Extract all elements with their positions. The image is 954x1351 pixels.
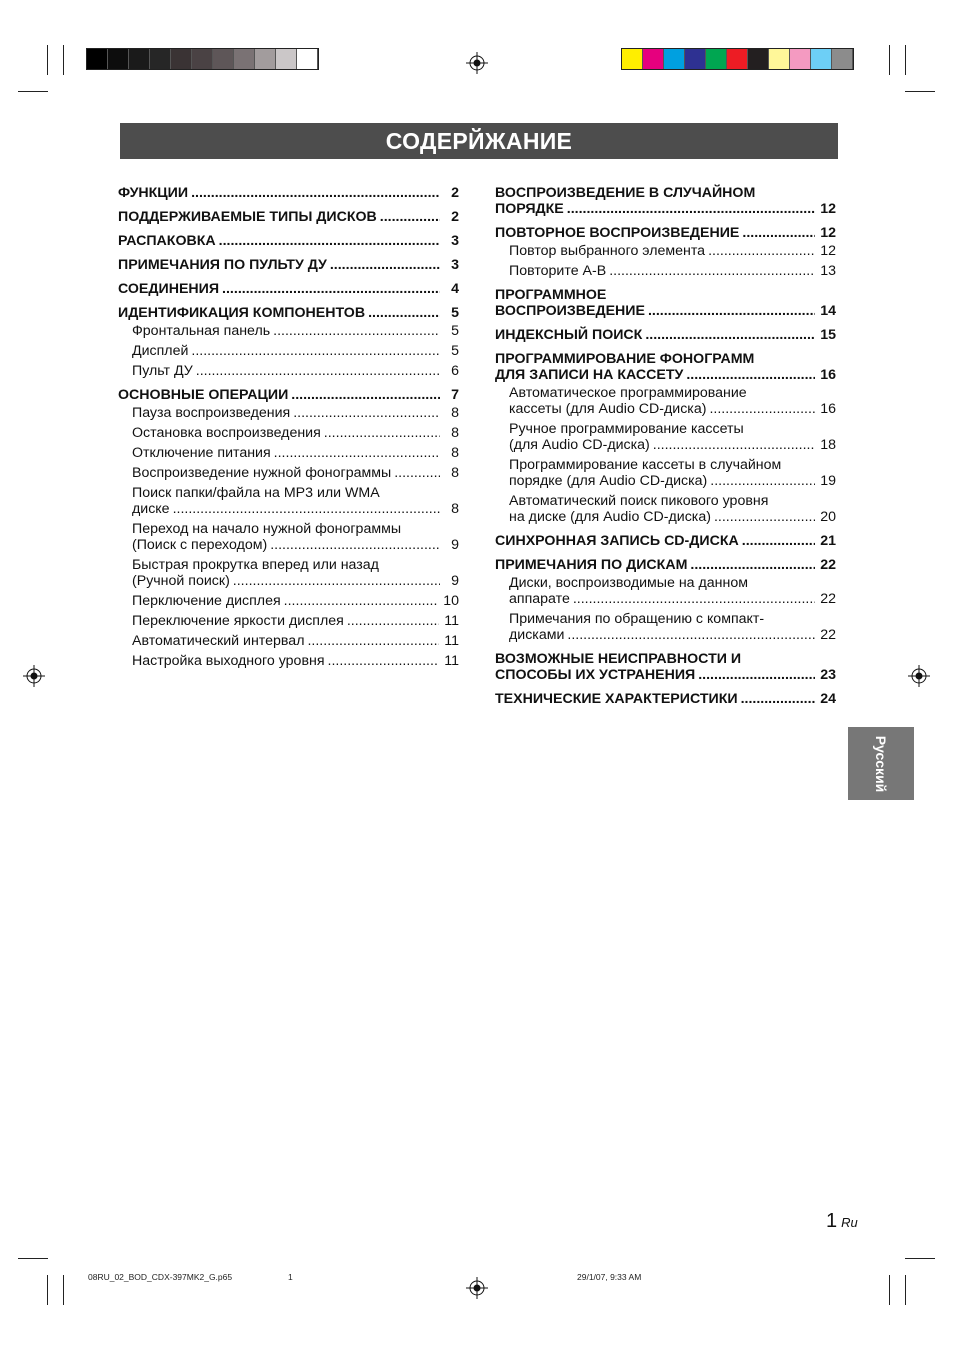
- toc-entry: [495, 287, 836, 319]
- footer-datetime: 29/1/07, 9:33 AM: [577, 1272, 642, 1282]
- toc-subentry: [118, 653, 459, 669]
- toc-page-number: 7: [451, 387, 459, 403]
- toc-entry-title: (Поиск с переходом): [132, 537, 268, 553]
- dot-leader: [573, 591, 815, 607]
- dot-leader: [347, 613, 439, 629]
- toc-entry-title: ПРИМЕЧАНИЯ ПО ДИСКАМ: [495, 557, 688, 573]
- toc-page-number: 13: [820, 263, 836, 279]
- dot-leader: [270, 537, 440, 553]
- toc-page-number: 4: [451, 281, 459, 297]
- toc-entry: [118, 185, 459, 201]
- toc-entry-title: ВОСПРОИЗВЕДЕНИЕ: [495, 303, 645, 319]
- toc-page-number: 22: [820, 627, 836, 643]
- color-swatch: [811, 49, 832, 69]
- page-language-code: Ru: [841, 1215, 858, 1230]
- toc-entry-title: Пульт ДУ: [132, 363, 193, 379]
- toc-section: [495, 557, 836, 643]
- toc-page-number: 8: [451, 425, 459, 441]
- toc-page-number: 14: [820, 303, 836, 319]
- toc-section: [118, 387, 459, 669]
- toc-page-number: 16: [820, 367, 836, 383]
- color-swatch: [706, 49, 727, 69]
- toc-entry: [118, 233, 459, 249]
- toc-page-number: 11: [444, 653, 459, 669]
- dot-leader: [567, 627, 815, 643]
- dot-leader: [324, 425, 440, 441]
- toc-subentry: [495, 263, 836, 279]
- color-swatch: [769, 49, 790, 69]
- toc-entry-title-line: Ручное программирование кассеты: [509, 421, 744, 437]
- toc-right-column: [495, 185, 836, 715]
- toc-entry-title-line: ВОСПРОИЗВЕДЕНИЕ В СЛУЧАЙНОМ: [495, 185, 756, 201]
- toc-entry: [495, 651, 836, 683]
- dot-leader: [233, 573, 440, 589]
- toc-entry-title: ПОДДЕРЖИВАЕМЫЕ ТИПЫ ДИСКОВ: [118, 209, 377, 225]
- toc-entry-title-line: ПРОГРАММИРОВАНИЕ ФОНОГРАММ: [495, 351, 755, 367]
- toc-left-column: [118, 185, 459, 677]
- toc-page-number: 21: [820, 533, 836, 549]
- dot-leader: [291, 387, 440, 403]
- toc-page-number: 20: [820, 509, 836, 525]
- toc-entry: [118, 387, 459, 403]
- color-swatch: [171, 49, 192, 69]
- dot-leader: [191, 185, 440, 201]
- process-color-bar: [621, 48, 854, 70]
- toc-entry: [495, 225, 836, 241]
- toc-page-number: 22: [820, 557, 836, 573]
- color-swatch: [276, 49, 297, 69]
- toc-entry-title: дисками: [509, 627, 565, 643]
- toc-entry: [495, 327, 836, 343]
- toc-entry-title-line: Программирование кассеты в случайном: [509, 457, 782, 473]
- toc-page-number: 8: [451, 445, 459, 461]
- toc-page-number: 23: [820, 667, 836, 683]
- toc-page-number: 8: [451, 501, 459, 517]
- toc-entry-title: Перключение дисплея: [132, 593, 281, 609]
- toc-subentry: [118, 425, 459, 441]
- dot-leader: [742, 533, 815, 549]
- toc-page-number: 5: [451, 323, 459, 339]
- dot-leader: [191, 343, 440, 359]
- grayscale-color-bar: [86, 48, 319, 70]
- toc-page-number: 3: [451, 233, 459, 249]
- toc-page-number: 19: [820, 473, 836, 489]
- toc-page-number: 2: [451, 185, 459, 201]
- page-number-value: 1: [826, 1210, 838, 1232]
- toc-entry-title: ПРИМЕЧАНИЯ ПО ПУЛЬТУ ДУ: [118, 257, 327, 273]
- toc-page-number: 10: [443, 593, 459, 609]
- dot-leader: [567, 201, 815, 217]
- color-swatch: [255, 49, 276, 69]
- dot-leader: [173, 501, 440, 517]
- page-title: СОДЕРЙЖАНИЕ: [120, 123, 838, 159]
- toc-entry-title: кассеты (для Audio CD-диска): [509, 401, 707, 417]
- toc-entry-title: Настройка выходного уровня: [132, 653, 325, 669]
- toc-entry-title: ПОВТОРНОЕ ВОСПРОИЗВЕДЕНИЕ: [495, 225, 740, 241]
- color-swatch: [213, 49, 234, 69]
- toc-entry-title: Автоматический интервал: [132, 633, 305, 649]
- dot-leader: [609, 263, 815, 279]
- color-swatch: [748, 49, 769, 69]
- toc-entry-title: Повтор выбранного элемента: [509, 243, 706, 259]
- toc-entry-title: ОСНОВНЫЕ ОПЕРАЦИИ: [118, 387, 289, 403]
- toc-page-number: 3: [451, 257, 459, 273]
- toc-entry: [495, 557, 836, 573]
- dot-leader: [328, 653, 440, 669]
- toc-entry-title-line: Автоматический поиск пикового уровня: [509, 493, 769, 509]
- toc-subentry: [118, 485, 459, 517]
- toc-subentry: [495, 611, 836, 643]
- dot-leader: [714, 509, 815, 525]
- toc-entry: [495, 351, 836, 383]
- toc-entry-title: ПОРЯДКЕ: [495, 201, 564, 217]
- toc-entry-title: ДЛЯ ЗАПИСИ НА КАССЕТУ: [495, 367, 684, 383]
- toc-entry: [495, 691, 836, 707]
- toc-entry-title: Дисплей: [132, 343, 189, 359]
- toc-entry: [118, 281, 459, 297]
- color-swatch: [790, 49, 811, 69]
- toc-subentry: [118, 557, 459, 589]
- toc-subentry: [118, 323, 459, 339]
- language-tab: [848, 727, 914, 800]
- color-swatch: [622, 49, 643, 69]
- toc-entry-title: ТЕХНИЧЕСКИЕ ХАРАКТЕРИСТИКИ: [495, 691, 738, 707]
- toc-subentry: [118, 343, 459, 359]
- toc-entry-title-line: Поиск папки/файла на MP3 или WMA: [132, 485, 380, 501]
- toc-entry: [495, 533, 836, 549]
- toc-subentry: [495, 243, 836, 259]
- toc-page-number: 6: [451, 363, 459, 379]
- toc-entry-title: ИДЕНТИФИКАЦИЯ КОМПОНЕНТОВ: [118, 305, 366, 321]
- toc-entry-title: ИНДЕКСНЫЙ ПОИСК: [495, 327, 643, 343]
- color-swatch: [129, 49, 150, 69]
- toc-entry-title: Воспроизведение нужной фонограммы: [132, 465, 392, 481]
- toc-entry-title-line: ПРОГРАММНОЕ: [495, 287, 607, 303]
- toc-entry-title: порядке (для Audio CD-диска): [509, 473, 708, 489]
- color-swatch: [234, 49, 255, 69]
- color-swatch: [108, 49, 129, 69]
- color-swatch: [664, 49, 685, 69]
- toc-subentry: [118, 521, 459, 553]
- color-swatch: [192, 49, 213, 69]
- dot-leader: [368, 305, 440, 321]
- dot-leader: [196, 363, 440, 379]
- toc-entry-title: ФУНКЦИИ: [118, 185, 189, 201]
- toc-subentry: [118, 593, 459, 609]
- dot-leader: [307, 633, 439, 649]
- dot-leader: [708, 243, 815, 259]
- toc-entry-title-line: Примечания по обращению с компакт-: [509, 611, 765, 627]
- dot-leader: [273, 323, 440, 339]
- toc-entry-title: аппарате: [509, 591, 570, 607]
- toc-subentry: [118, 633, 459, 649]
- toc-section: [118, 305, 459, 379]
- registration-mark-icon: [466, 1277, 488, 1299]
- dot-leader: [741, 691, 816, 707]
- dot-leader: [219, 233, 440, 249]
- footer-filename: 08RU_02_BOD_CDX-397MK2_G.p65: [88, 1272, 233, 1282]
- toc-entry-title-line: Диски, воспроизводимые на данном: [509, 575, 748, 591]
- dot-leader: [274, 445, 440, 461]
- toc-subentry: [118, 465, 459, 481]
- toc-entry-title-line: Быстрая прокрутка вперед или назад: [132, 557, 379, 573]
- color-swatch: [832, 49, 853, 69]
- toc-entry-title: Повторите A-B: [509, 263, 607, 279]
- toc-section: [495, 225, 836, 279]
- toc-subentry: [495, 385, 836, 417]
- toc-page-number: 5: [451, 305, 459, 321]
- color-swatch: [150, 49, 171, 69]
- color-swatch: [87, 49, 108, 69]
- toc-entry-title-line: ВОЗМОЖНЫЕ НЕИСПРАВНОСТИ И: [495, 651, 742, 667]
- dot-leader: [380, 209, 440, 225]
- toc-page-number: 8: [451, 465, 459, 481]
- dot-leader: [742, 225, 815, 241]
- toc-entry: [118, 209, 459, 225]
- dot-leader: [648, 303, 815, 319]
- dot-leader: [709, 401, 815, 417]
- toc-entry: [495, 185, 836, 217]
- color-swatch: [685, 49, 706, 69]
- toc-entry-title-line: Автоматическое программирование: [509, 385, 747, 401]
- toc-section: [495, 351, 836, 525]
- toc-page-number: 9: [451, 573, 459, 589]
- toc-subentry: [495, 575, 836, 607]
- toc-entry-title: Фронтальная панель: [132, 323, 271, 339]
- toc-page-number: 8: [451, 405, 459, 421]
- toc-page-number: 12: [820, 243, 836, 259]
- dot-leader: [394, 465, 440, 481]
- toc-entry-title: Остановка воспроизведения: [132, 425, 321, 441]
- toc-page-number: 12: [820, 201, 836, 217]
- dot-leader: [330, 257, 440, 273]
- color-swatch: [727, 49, 748, 69]
- registration-mark-icon: [23, 665, 45, 687]
- color-swatch: [643, 49, 664, 69]
- toc-entry-title: (для Audio CD-диска): [509, 437, 650, 453]
- toc-entry-title: Переключение яркости дисплея: [132, 613, 344, 629]
- toc-subentry: [495, 421, 836, 453]
- registration-mark-icon: [466, 52, 488, 74]
- toc-entry-title: диске: [132, 501, 170, 517]
- toc-page-number: 11: [444, 613, 459, 629]
- dot-leader: [690, 557, 815, 573]
- toc-subentry: [495, 493, 836, 525]
- toc-entry-title: СИНХРОННАЯ ЗАПИСЬ CD-ДИСКА: [495, 533, 739, 549]
- toc-page-number: 15: [820, 327, 836, 343]
- dot-leader: [710, 473, 815, 489]
- footer-page: 1: [288, 1272, 293, 1282]
- dot-leader: [698, 667, 815, 683]
- toc-subentry: [118, 405, 459, 421]
- toc-page-number: 12: [820, 225, 836, 241]
- dot-leader: [222, 281, 440, 297]
- dot-leader: [293, 405, 440, 421]
- toc-entry-title: Пауза воспроизведения: [132, 405, 291, 421]
- toc-entry-title: СОЕДИНЕНИЯ: [118, 281, 220, 297]
- toc-subentry: [495, 457, 836, 489]
- toc-subentry: [118, 363, 459, 379]
- toc-page-number: 11: [444, 633, 459, 649]
- toc-entry: [118, 257, 459, 273]
- toc-page-number: 24: [820, 691, 836, 707]
- dot-leader: [645, 327, 815, 343]
- dot-leader: [284, 593, 439, 609]
- toc-entry-title: Отключение питания: [132, 445, 271, 461]
- toc-page-number: 9: [451, 537, 459, 553]
- toc-page-number: 2: [451, 209, 459, 225]
- toc-page-number: 5: [451, 343, 459, 359]
- toc-entry: [118, 305, 459, 321]
- toc-entry-title-line: Переход на начало нужной фонограммы: [132, 521, 402, 537]
- language-tab-label: Русский: [873, 735, 889, 792]
- toc-entry-title: (Ручной поиск): [132, 573, 230, 589]
- toc-page-number: 16: [820, 401, 836, 417]
- toc-entry-title: СПОСОБЫ ИХ УСТРАНЕНИЯ: [495, 667, 696, 683]
- toc-subentry: [118, 445, 459, 461]
- dot-leader: [653, 437, 815, 453]
- toc-subentry: [118, 613, 459, 629]
- dot-leader: [686, 367, 815, 383]
- toc-entry-title: РАСПАКОВКА: [118, 233, 216, 249]
- registration-mark-icon: [908, 665, 930, 687]
- color-swatch: [297, 49, 318, 69]
- toc-page-number: 22: [820, 591, 836, 607]
- toc-entry-title: на диске (для Audio CD-диска): [509, 509, 711, 525]
- toc-page-number: 18: [820, 437, 836, 453]
- page-number: [826, 1210, 858, 1233]
